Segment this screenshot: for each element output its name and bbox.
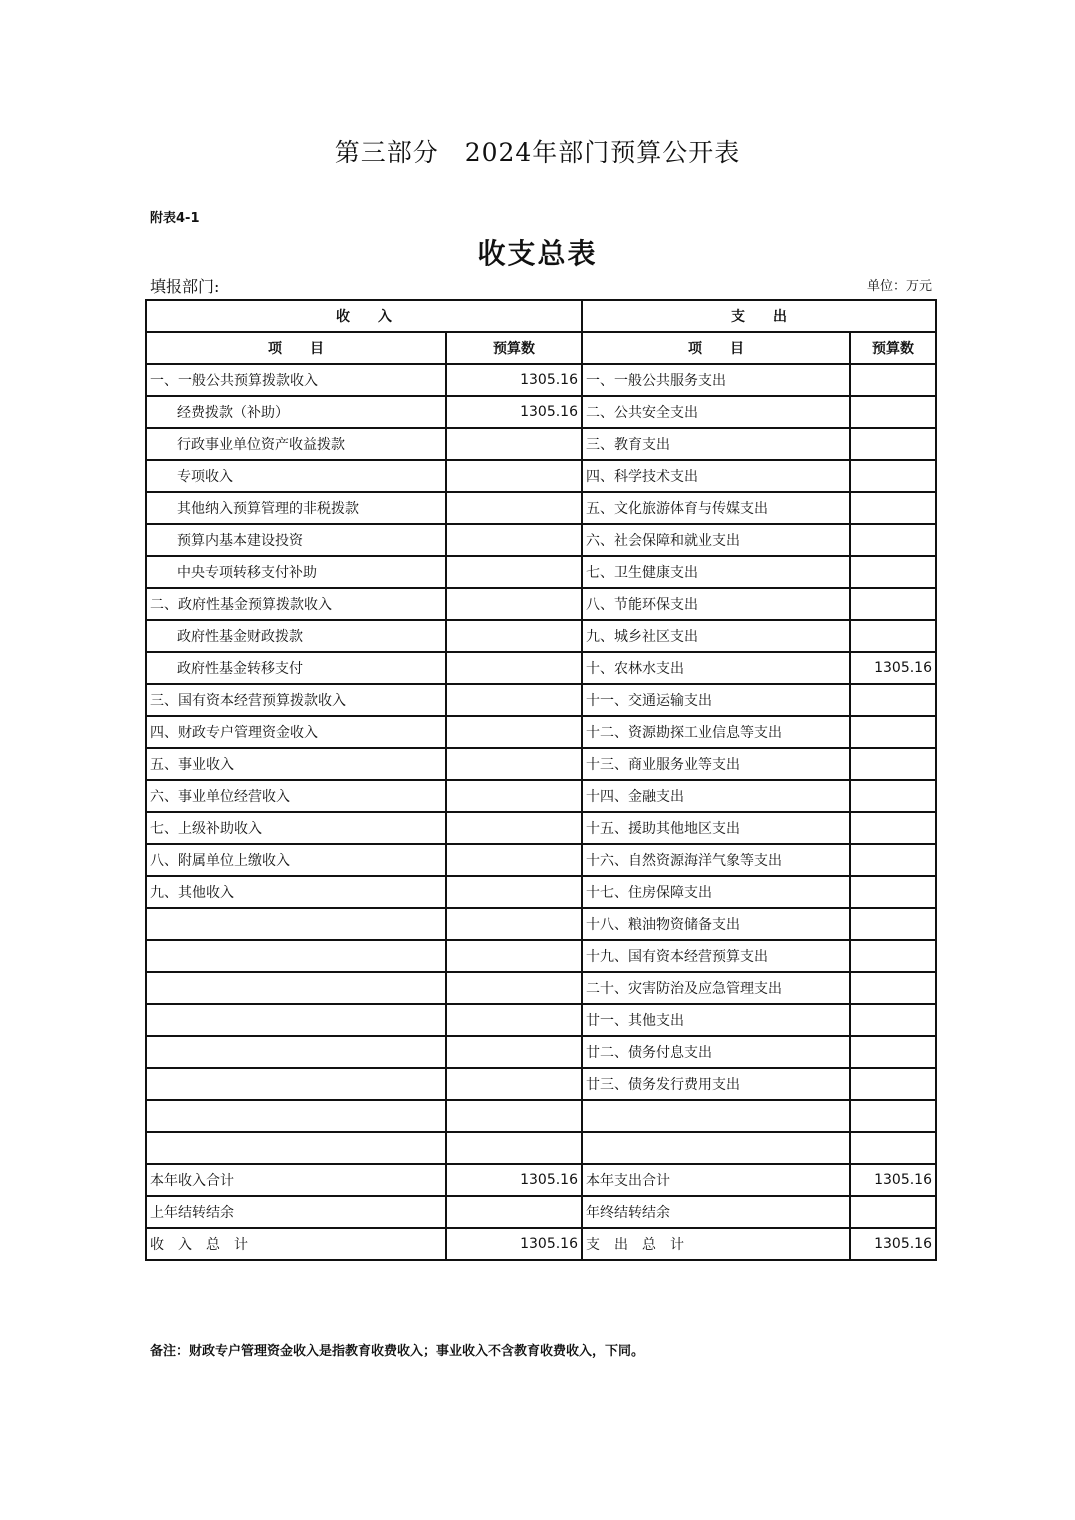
- expense-budget-cell: [850, 1132, 936, 1164]
- expense-budget-cell: [850, 1036, 936, 1068]
- income-item-cell: 中央专项转移支付补助: [146, 556, 446, 588]
- table-row: [146, 780, 936, 812]
- income-budget-cell: [446, 1068, 582, 1100]
- expense-item-cell: 十二、资源勘探工业信息等支出: [582, 716, 850, 748]
- income-budget-cell: [446, 812, 582, 844]
- income-item-cell: 政府性基金财政拨款: [146, 620, 446, 652]
- expense-budget-cell: [850, 972, 936, 1004]
- table-row: [146, 492, 936, 524]
- income-item-cell: 预算内基本建设投资: [146, 524, 446, 556]
- table-row: [146, 972, 936, 1004]
- grand-total-row: [146, 1228, 936, 1260]
- expense-item-cell: 七、卫生健康支出: [582, 556, 850, 588]
- table-row: [146, 364, 936, 396]
- expense-item-header: 项 目: [582, 332, 850, 364]
- income-item-cell: [146, 1004, 446, 1036]
- expense-item-cell: 八、节能环保支出: [582, 588, 850, 620]
- income-item-cell: 一、一般公共预算拨款收入: [146, 364, 446, 396]
- expense-item-cell: 十九、国有资本经营预算支出: [582, 940, 850, 972]
- expense-budget-cell: [850, 684, 936, 716]
- expense-budget-cell: [850, 460, 936, 492]
- table-row: [146, 556, 936, 588]
- expense-budget-cell: [850, 1100, 936, 1132]
- income-budget-cell: [446, 716, 582, 748]
- carryover-row: [146, 1196, 936, 1228]
- income-budget-cell: [446, 1004, 582, 1036]
- expense-budget-cell: [850, 524, 936, 556]
- income-item-cell: 五、事业收入: [146, 748, 446, 780]
- table-title: 收支总表: [477, 237, 598, 270]
- income-budget-cell: [446, 620, 582, 652]
- expense-item-cell: 三、教育支出: [582, 428, 850, 460]
- expense-item-cell: 廿三、债务发行费用支出: [582, 1068, 850, 1100]
- table-row: [146, 652, 936, 684]
- year-total-row: [146, 1164, 936, 1196]
- income-item-cell: 九、其他收入: [146, 876, 446, 908]
- expense-budget-cell: [850, 844, 936, 876]
- carryover-label: 上年结转结余: [146, 1196, 446, 1228]
- income-section-header: 收 入: [146, 300, 582, 332]
- income-expense-table: [145, 299, 937, 1261]
- expense-budget-cell: [850, 940, 936, 972]
- expense-item-cell: 十八、粮油物资储备支出: [582, 908, 850, 940]
- expense-item-cell: 十一、交通运输支出: [582, 684, 850, 716]
- income-budget-cell: [446, 556, 582, 588]
- page-title: 第三部分 2024年部门预算公开表: [334, 138, 741, 167]
- table-row: [146, 620, 936, 652]
- expense-budget-cell: [850, 428, 936, 460]
- income-budget-cell: [446, 652, 582, 684]
- income-item-cell: 其他纳入预算管理的非税拨款: [146, 492, 446, 524]
- expense-item-cell: [582, 1132, 850, 1164]
- table-row: [146, 748, 936, 780]
- table-row: [146, 684, 936, 716]
- income-item-cell: [146, 908, 446, 940]
- table-row: [146, 460, 936, 492]
- income-item-cell: [146, 1036, 446, 1068]
- income-budget-cell: 1305.16: [446, 364, 582, 396]
- table-row: [146, 428, 936, 460]
- table-row: [146, 396, 936, 428]
- income-budget-cell: [446, 908, 582, 940]
- expense-item-cell: 廿一、其他支出: [582, 1004, 850, 1036]
- year-income-label: 本年收入合计: [146, 1164, 446, 1196]
- column-header-row: [146, 332, 936, 364]
- expense-budget-cell: [850, 780, 936, 812]
- income-item-cell: 七、上级补助收入: [146, 812, 446, 844]
- expense-item-cell: 二十、灾害防治及应急管理支出: [582, 972, 850, 1004]
- table-row: [146, 876, 936, 908]
- department-label: 填报部门:: [150, 277, 220, 296]
- carryover-value: [446, 1196, 582, 1228]
- table-row: [146, 716, 936, 748]
- table-row: [146, 1132, 936, 1164]
- income-budget-cell: [446, 588, 582, 620]
- income-item-cell: 行政事业单位资产收益拨款: [146, 428, 446, 460]
- income-budget-cell: [446, 748, 582, 780]
- income-item-cell: [146, 1068, 446, 1100]
- grand-expense-value: 1305.16: [850, 1228, 936, 1260]
- table-row: [146, 1068, 936, 1100]
- income-budget-cell: [446, 684, 582, 716]
- income-item-header: 项 目: [146, 332, 446, 364]
- income-item-cell: 三、国有资本经营预算拨款收入: [146, 684, 446, 716]
- expense-budget-cell: [850, 396, 936, 428]
- income-budget-cell: [446, 780, 582, 812]
- table-row: [146, 908, 936, 940]
- expense-item-cell: 六、社会保障和就业支出: [582, 524, 850, 556]
- expense-budget-cell: [850, 748, 936, 780]
- expense-budget-cell: [850, 588, 936, 620]
- expense-item-cell: 五、文化旅游体育与传媒支出: [582, 492, 850, 524]
- year-end-value: [850, 1196, 936, 1228]
- grand-income-label: 收 入 总 计: [146, 1228, 446, 1260]
- expense-budget-cell: 1305.16: [850, 652, 936, 684]
- expense-item-cell: 十、农林水支出: [582, 652, 850, 684]
- year-expense-value: 1305.16: [850, 1164, 936, 1196]
- grand-expense-label: 支 出 总 计: [582, 1228, 850, 1260]
- expense-budget-cell: [850, 556, 936, 588]
- grand-income-value: 1305.16: [446, 1228, 582, 1260]
- expense-budget-header: 预算数: [850, 332, 936, 364]
- income-item-cell: 政府性基金转移支付: [146, 652, 446, 684]
- income-budget-cell: [446, 1132, 582, 1164]
- expense-section-header: 支 出: [582, 300, 936, 332]
- income-item-cell: 六、事业单位经营收入: [146, 780, 446, 812]
- table-row: [146, 1100, 936, 1132]
- income-budget-cell: [446, 1100, 582, 1132]
- income-budget-cell: [446, 492, 582, 524]
- income-item-cell: 二、政府性基金预算拨款收入: [146, 588, 446, 620]
- income-budget-cell: [446, 940, 582, 972]
- income-item-cell: 经费拨款（补助）: [146, 396, 446, 428]
- section-header-row: [146, 300, 936, 332]
- expense-budget-cell: [850, 492, 936, 524]
- income-item-cell: 专项收入: [146, 460, 446, 492]
- income-budget-cell: [446, 524, 582, 556]
- income-item-cell: 八、附属单位上缴收入: [146, 844, 446, 876]
- expense-item-cell: 十三、商业服务业等支出: [582, 748, 850, 780]
- expense-item-cell: 四、科学技术支出: [582, 460, 850, 492]
- appendix-label: 附表4-1: [150, 211, 200, 226]
- expense-item-cell: 廿二、债务付息支出: [582, 1036, 850, 1068]
- income-budget-header: 预算数: [446, 332, 582, 364]
- income-item-cell: [146, 940, 446, 972]
- expense-item-cell: 十五、援助其他地区支出: [582, 812, 850, 844]
- expense-budget-cell: [850, 812, 936, 844]
- income-budget-cell: [446, 428, 582, 460]
- income-item-cell: [146, 1132, 446, 1164]
- unit-label: 单位：万元: [866, 279, 932, 294]
- table-row: [146, 524, 936, 556]
- table-row: [146, 1036, 936, 1068]
- expense-item-cell: 九、城乡社区支出: [582, 620, 850, 652]
- table-row: [146, 844, 936, 876]
- footnote: 备注：财政专户管理资金收入是指教育收费收入；事业收入不含教育收费收入，下同。: [150, 1344, 645, 1359]
- year-income-value: 1305.16: [446, 1164, 582, 1196]
- year-end-label: 年终结转结余: [582, 1196, 850, 1228]
- expense-budget-cell: [850, 1068, 936, 1100]
- expense-item-cell: 一、一般公共服务支出: [582, 364, 850, 396]
- income-budget-cell: [446, 844, 582, 876]
- table-row: [146, 940, 936, 972]
- income-item-cell: [146, 972, 446, 1004]
- table-row: [146, 588, 936, 620]
- expense-item-cell: 十四、金融支出: [582, 780, 850, 812]
- table-row: [146, 812, 936, 844]
- income-budget-cell: [446, 1036, 582, 1068]
- expense-item-cell: 二、公共安全支出: [582, 396, 850, 428]
- income-item-cell: [146, 1100, 446, 1132]
- expense-item-cell: 十六、自然资源海洋气象等支出: [582, 844, 850, 876]
- expense-budget-cell: [850, 1004, 936, 1036]
- expense-item-cell: 十七、住房保障支出: [582, 876, 850, 908]
- expense-budget-cell: [850, 876, 936, 908]
- table-row: [146, 1004, 936, 1036]
- income-budget-cell: 1305.16: [446, 396, 582, 428]
- expense-item-cell: [582, 1100, 850, 1132]
- expense-budget-cell: [850, 364, 936, 396]
- expense-budget-cell: [850, 716, 936, 748]
- income-budget-cell: [446, 972, 582, 1004]
- expense-budget-cell: [850, 620, 936, 652]
- income-budget-cell: [446, 876, 582, 908]
- year-expense-label: 本年支出合计: [582, 1164, 850, 1196]
- income-item-cell: 四、财政专户管理资金收入: [146, 716, 446, 748]
- expense-budget-cell: [850, 908, 936, 940]
- income-budget-cell: [446, 460, 582, 492]
